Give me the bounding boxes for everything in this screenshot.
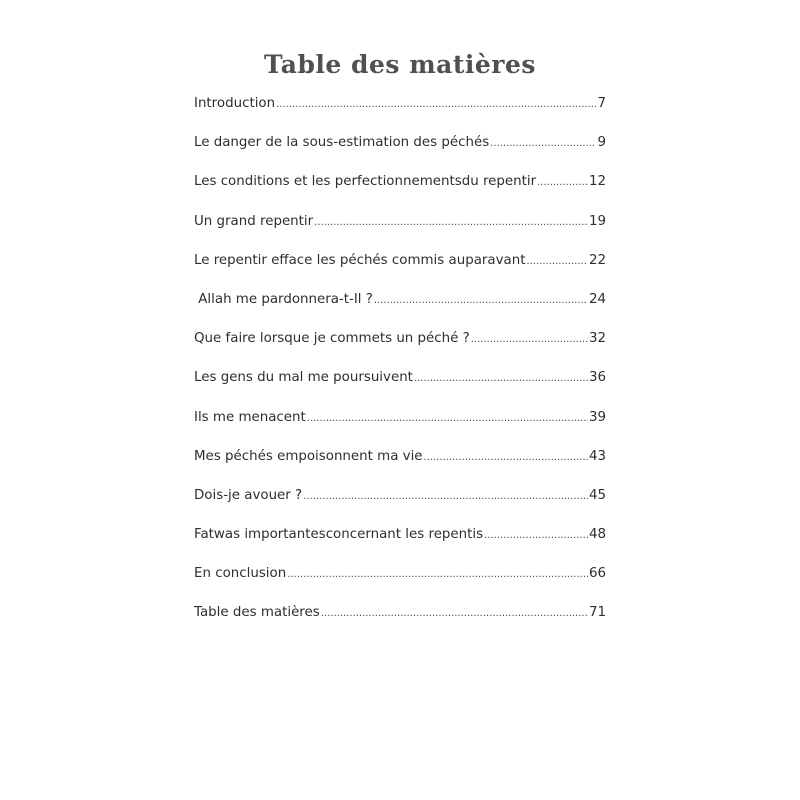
toc-entry-title: Dois-je avouer ? [194,487,303,503]
dot-leader [537,177,588,188]
toc-entry-page: 45 [588,487,606,503]
toc-entry[interactable] [194,253,606,292]
toc-entry-page: 39 [588,409,606,425]
page-title: Table des matières [264,50,536,79]
dot-leader [490,138,596,149]
toc-entry-title: Le repentir efface les péchés commis auparavant [194,252,526,268]
toc-entry-page: 43 [588,448,606,464]
toc-entry-title: Ils me menacent [194,409,306,425]
dot-leader [314,217,588,228]
dot-leader [526,256,587,267]
toc-entry[interactable] [194,449,606,488]
toc-entry-title: Un grand repentir [194,213,314,229]
toc-entry[interactable] [194,331,606,370]
table-of-contents [194,96,606,645]
toc-entry-title: En conclusion [194,566,287,582]
toc-entry-title: Mes péchés empoisonnent ma vie [194,448,423,464]
toc-entry-page: 19 [588,213,606,229]
toc-entry[interactable] [194,410,606,449]
toc-entry-title: Les conditions et les perfectionnementsdu repentir [194,174,537,190]
toc-entry[interactable] [194,566,606,605]
toc-entry-title: Allah me pardonnera-t-Il ? [194,291,373,307]
dot-leader [471,334,588,345]
dot-leader [303,491,588,502]
toc-entry[interactable] [194,174,606,213]
toc-entry[interactable] [194,135,606,174]
toc-entry-page: 22 [588,252,606,268]
dot-leader [424,452,588,463]
toc-entry-title: Les gens du mal me poursuivent [194,370,413,386]
dot-leader [414,373,588,384]
dot-leader [307,413,588,424]
toc-entry-page: 12 [588,174,606,190]
toc-entry-page: 24 [588,291,606,307]
toc-entry-page: 36 [588,370,606,386]
toc-entry-title: Fatwas importantesconcernant les repentis [194,527,484,543]
toc-entry[interactable] [194,214,606,253]
toc-entry-title: Que faire lorsque je commets un péché ? [194,331,470,347]
toc-entry-title: Table des matières [194,605,320,621]
toc-entry-page: 9 [597,135,606,151]
toc-entry-page: 48 [588,527,606,543]
toc-entry[interactable] [194,488,606,527]
dot-leader [276,99,596,110]
toc-entry[interactable] [194,605,606,644]
dot-leader [321,608,588,619]
toc-entry-title: Introduction [194,96,276,111]
toc-entry[interactable] [194,370,606,409]
toc-entry-page: 71 [588,605,606,621]
dot-leader [374,295,588,306]
toc-entry-page: 7 [597,96,606,111]
toc-entry-page: 66 [588,566,606,582]
toc-entry[interactable] [194,96,606,135]
dot-leader [287,569,588,580]
toc-entry[interactable] [194,527,606,566]
toc-entry[interactable] [194,292,606,331]
toc-entry-title: Le danger de la sous-estimation des péchés [194,135,490,151]
toc-entry-page: 32 [588,331,606,347]
dot-leader [484,530,588,541]
